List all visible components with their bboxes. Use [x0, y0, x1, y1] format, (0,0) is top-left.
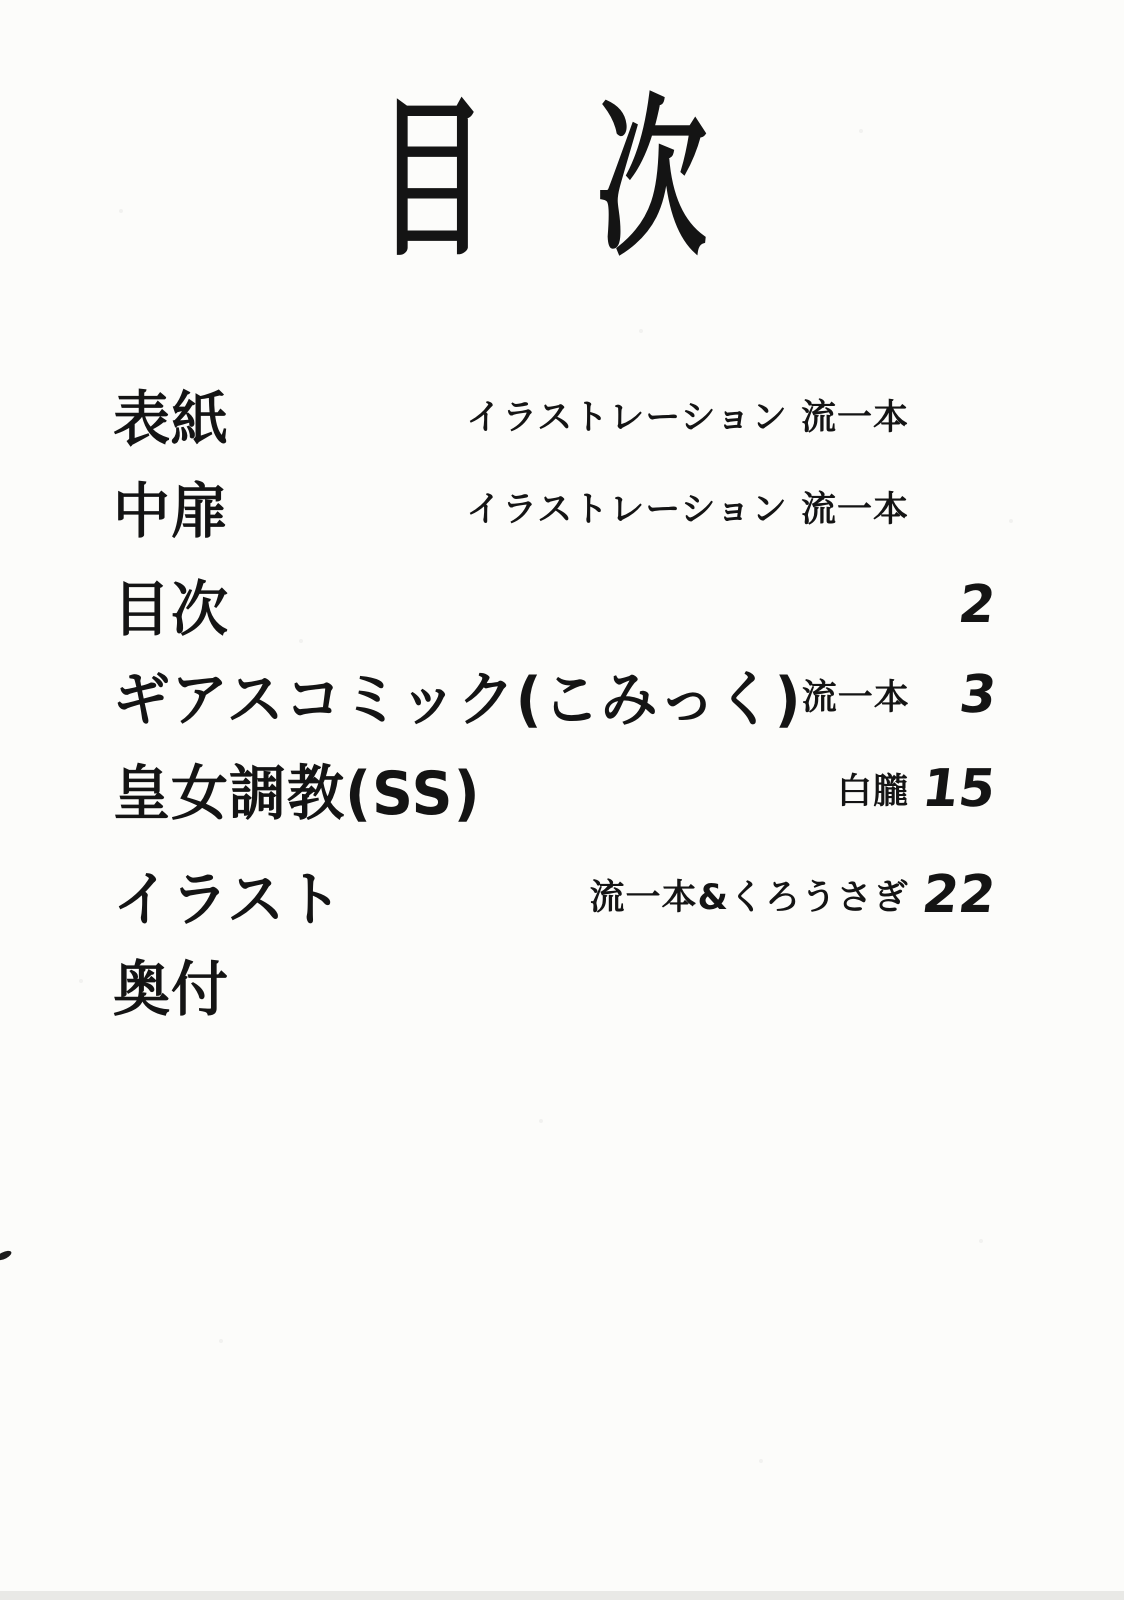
toc-label: 皇女調教(SS)	[113, 759, 481, 829]
toc-page-number: 2	[955, 575, 999, 635]
toc-credit: 流一本&くろうさぎ	[589, 878, 909, 918]
paper-speckles	[0, 0, 2, 2]
toc-label: 目次	[113, 575, 229, 645]
toc-row-inner-title	[113, 470, 995, 547]
toc-page-number: 22	[918, 865, 999, 925]
page-title: 目 次	[376, 79, 708, 280]
toc-row-colophon	[113, 948, 995, 1025]
toc-credit: 流一本	[801, 678, 910, 718]
toc-row-illustrations	[113, 858, 999, 935]
toc-label: イラスト	[113, 865, 344, 935]
toc-label: 表紙	[113, 385, 229, 455]
toc-page-number: 3	[955, 665, 1000, 725]
toc-credit: 白朧	[836, 772, 909, 812]
toc-credit: イラストレーション 流一本	[466, 490, 909, 530]
toc-credit: イラストレーション 流一本	[466, 398, 909, 438]
toc-label: ギアスコミック(こみっく)	[113, 665, 802, 735]
toc-row-geass-comic	[113, 658, 1000, 735]
toc-label: 中扉	[113, 477, 229, 547]
toc-row-contents	[113, 568, 999, 645]
scan-bottom-edge	[0, 1591, 1124, 1600]
toc-label: 奥付	[113, 955, 229, 1025]
toc-row-cover	[113, 378, 995, 455]
toc-page-number: 15	[918, 759, 999, 819]
toc-row-ss-story	[113, 752, 999, 829]
scan-artifact	[0, 1249, 13, 1263]
toc-list	[113, 0, 1000, 1600]
